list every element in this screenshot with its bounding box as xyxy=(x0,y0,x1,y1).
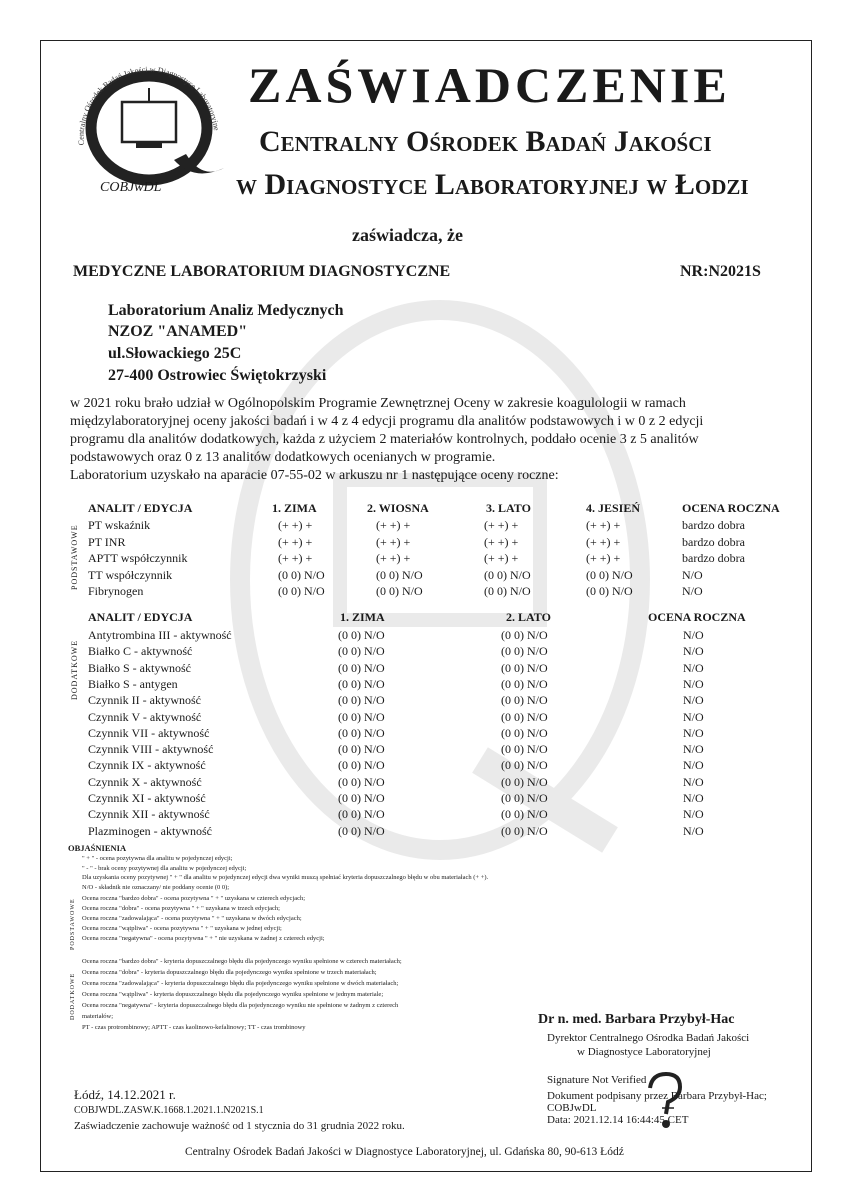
logo-text: COBJwDL xyxy=(100,180,162,195)
explanation-line: N/O - składnik nie oznaczany/ nie poddany ocenie (0 0); xyxy=(82,883,230,891)
explanation-line: Ocena roczna "negatywna" - ocena pozytywna " + " nie uzyskana w żadnej z czterech edycji; xyxy=(82,935,325,942)
table-cell: (0 0) N/O xyxy=(338,660,385,675)
explanations-title: OBJAŚNIENIA xyxy=(68,843,127,853)
analyte-name: Białko C - aktywność xyxy=(88,644,193,659)
explanation-line: Ocena roczna "dobra" - kryteria dopuszczalnego błędu dla pojedynczego wyniku spełnione w trzech materiałach; xyxy=(82,969,377,976)
explanations-extra-label: DODATKOWE xyxy=(70,972,76,1020)
explanation-line: Ocena roczna "zadowalająca" - kryteria dopuszczalnego błędu dla pojedynczego wyniku spełnione w dwóch materiałach; xyxy=(82,980,399,987)
table-cell: (0 0) N/O xyxy=(501,758,548,773)
signature-line: Dokument podpisany przez Barbara Przybył-Hac; xyxy=(547,1090,767,1102)
basic-side-label: PODSTAWOWE xyxy=(70,524,79,590)
extra-side-label: DODATKOWE xyxy=(70,639,79,700)
analyte-name: PT INR xyxy=(88,534,126,549)
table-cell: (0 0) N/O xyxy=(376,567,423,582)
org-name-line1: Centralny Ośrodek Badań Jakości xyxy=(259,125,712,158)
table-cell: N/O xyxy=(683,791,704,805)
table-cell: (0 0) N/O xyxy=(338,774,385,789)
validity-note: Zaświadczenie zachowuje ważność od 1 stycznia do 31 grudnia 2022 roku. xyxy=(74,1120,405,1132)
analyte-name: Czynnik XII - aktywność xyxy=(88,807,210,822)
table-header: 2. LATO xyxy=(506,610,551,624)
table-cell: (0 0) N/O xyxy=(338,725,385,740)
abbreviations: PT - czas protrombinowy; APTT - czas kaolinowo-kefalinowy; TT - czas trombinowy xyxy=(82,1024,306,1031)
certifies-text: zaświadcza, że xyxy=(352,225,463,245)
table-cell: (+ +) + xyxy=(376,534,411,549)
address-line: ul.Słowackiego 25C xyxy=(108,345,242,362)
table-cell: (+ +) + xyxy=(376,551,411,565)
table-cell: N/O xyxy=(683,823,704,838)
cobj-logo xyxy=(54,50,239,200)
table-cell: N/O xyxy=(683,758,704,773)
signature-status: Signature Not Verified xyxy=(547,1074,647,1086)
certificate-number: NR:N2021S xyxy=(680,263,761,280)
table-cell: (0 0) N/O xyxy=(501,774,548,789)
table-cell: (+ +) + xyxy=(278,518,313,532)
paragraph-line: podstawowych oraz 0 z 13 analitów dodatkowych ocenianych w programie. xyxy=(70,450,496,465)
explanation-line: materiałów; xyxy=(82,1013,114,1020)
explanation-line: Ocena roczna "wątpliwa" - ocena pozytywna " + " uzyskana w jednej edycji; xyxy=(82,925,282,932)
table-header: OCENA ROCZNA xyxy=(682,501,780,515)
participation-paragraph xyxy=(70,395,780,485)
table-header: 3. LATO xyxy=(486,501,531,515)
table-cell: (0 0) N/O xyxy=(338,676,385,691)
lab-type: MEDYCZNE LABORATORIUM DIAGNOSTYCZNE xyxy=(73,263,451,280)
table-cell: bardzo dobra xyxy=(682,534,745,549)
table-cell: (0 0) N/O xyxy=(501,628,548,642)
analyte-name: Antytrombina III - aktywność xyxy=(88,628,232,642)
table-cell: N/O xyxy=(683,774,704,789)
table-cell: (0 0) N/O xyxy=(501,725,548,740)
place-date: Łódź, 14.12.2021 r. xyxy=(74,1087,176,1102)
table-cell: (0 0) N/O xyxy=(586,567,633,582)
explanation-line: Ocena roczna "bardzo dobra" - kryteria dopuszczalnego błędu dla pojedynczego wyniku spełnione w czterech materiałach; xyxy=(82,958,402,965)
table-cell: (+ +) + xyxy=(586,534,621,549)
explanation-line: " + " - ocena pozytywna dla analitu w pojedynczej edycji; xyxy=(82,855,233,862)
table-header: 1. ZIMA xyxy=(272,501,317,515)
table-cell: (0 0) N/O xyxy=(278,584,325,598)
analyte-name: Plazminogen - aktywność xyxy=(88,823,212,838)
document-title: ZAŚWIADCZENIE xyxy=(248,57,731,113)
address-line: 27-400 Ostrowiec Świętokrzyski xyxy=(108,367,327,384)
table-cell: (0 0) N/O xyxy=(338,628,385,642)
explanation-line: Ocena roczna "dobra" - ocena pozytywna " + " uzyskana w trzech edycjach; xyxy=(82,905,280,912)
table-cell: (+ +) + xyxy=(278,534,313,549)
analyte-name: Białko S - aktywność xyxy=(88,660,191,675)
table-cell: (0 0) N/O xyxy=(501,807,548,822)
paragraph-line: Laboratorium uzyskało na aparacie 07-55-02 w arkuszu nr 1 następujące oceny roczne: xyxy=(70,468,559,483)
explanation-line: " - " - brak oceny pozytywnej dla analitu w pojedynczej edycji; xyxy=(82,864,247,872)
table-cell: N/O xyxy=(682,584,703,598)
table-cell: N/O xyxy=(683,742,704,757)
signatory-role: w Diagnostyce Laboratoryjnej xyxy=(577,1046,711,1058)
paragraph-line: w 2021 roku brało udział w Ogólnopolskim Programie Zewnętrznej Oceny w zakresie koagulologii w ramach xyxy=(70,396,686,411)
signature-line: COBJwDL xyxy=(547,1102,597,1114)
table-cell: (0 0) N/O xyxy=(338,709,385,724)
table-cell: (+ +) + xyxy=(484,518,519,532)
explanations-basic-label: PODSTAWOWE xyxy=(70,898,76,950)
table-cell: (0 0) N/O xyxy=(501,644,548,659)
table-header: 4. JESIEŃ xyxy=(586,501,641,515)
table-cell: (0 0) N/O xyxy=(338,693,385,708)
signatory-role: Dyrektor Centralnego Ośrodka Badań Jakości xyxy=(547,1032,750,1044)
analyte-name: Fibrynogen xyxy=(88,584,144,598)
table-cell: (0 0) N/O xyxy=(376,584,423,598)
table-cell: (0 0) N/O xyxy=(501,791,548,805)
org-name-line2: w Diagnostyce Laboratoryjnej w Łodzi xyxy=(236,168,749,201)
table-cell: (0 0) N/O xyxy=(484,567,531,582)
analyte-name: Czynnik VIII - aktywność xyxy=(88,742,214,757)
table-cell: (0 0) N/O xyxy=(501,693,548,708)
analyte-name: PT wskaźnik xyxy=(88,518,151,532)
table-header: 2. WIOSNA xyxy=(367,501,429,515)
table-header: ANALIT / EDYCJA xyxy=(88,610,193,624)
footer-address: Centralny Ośrodek Badań Jakości w Diagnostyce Laboratoryjnej, ul. Gdańska 80, 90-613 Łódź xyxy=(185,1146,624,1158)
signature-date: Data: 2021.12.14 16:44:45 CET xyxy=(547,1114,689,1126)
analyte-name: Czynnik X - aktywność xyxy=(88,774,202,789)
table-cell: bardzo dobra xyxy=(682,551,745,565)
table-cell: (0 0) N/O xyxy=(484,584,531,598)
address-line: NZOZ "ANAMED" xyxy=(108,323,248,340)
table-cell: N/O xyxy=(682,567,703,582)
table-cell: (0 0) N/O xyxy=(338,823,385,838)
table-cell: N/O xyxy=(683,628,704,642)
signatory-name: Dr n. med. Barbara Przybył-Hac xyxy=(538,1012,735,1027)
table-cell: N/O xyxy=(683,644,704,659)
table-cell: (0 0) N/O xyxy=(501,709,548,724)
table-cell: (0 0) N/O xyxy=(338,807,385,822)
analyte-name: TT współczynnik xyxy=(88,567,173,582)
table-header: 1. ZIMA xyxy=(340,610,385,624)
table-cell: (0 0) N/O xyxy=(501,660,548,675)
analyte-name: APTT współczynnik xyxy=(88,551,188,565)
table-cell: N/O xyxy=(683,807,704,822)
analyte-name: Czynnik XI - aktywność xyxy=(88,791,206,805)
table-cell: (0 0) N/O xyxy=(278,567,325,582)
table-cell: N/O xyxy=(683,693,704,708)
address-line: Laboratorium Analiz Medycznych xyxy=(108,302,344,319)
table-cell: (+ +) + xyxy=(278,551,313,565)
paragraph-line: międzylaboratoryjnej oceny jakości badań i w 4 z 4 edycji programu dla analitów podstawowych i w 0 z 2 edycji xyxy=(70,414,704,429)
table-cell: (0 0) N/O xyxy=(501,676,548,691)
table-cell: (0 0) N/O xyxy=(501,742,548,757)
table-cell: bardzo dobra xyxy=(682,518,745,532)
table-cell: N/O xyxy=(683,676,704,691)
analyte-name: Czynnik VII - aktywność xyxy=(88,725,210,740)
table-cell: (+ +) + xyxy=(484,551,519,565)
document-id: COBJWDL.ZASW.K.1668.1.2021.1.N2021S.1 xyxy=(74,1105,264,1116)
analyte-name: Czynnik IX - aktywność xyxy=(88,758,206,773)
logo-ring-text: Centralny Ośrodek Badań Jakości w Diagnostyce Laboratoryjne xyxy=(76,65,222,146)
table-cell: N/O xyxy=(683,725,704,740)
table-cell: (+ +) + xyxy=(586,518,621,532)
table-cell: (0 0) N/O xyxy=(338,742,385,757)
analyte-name: Czynnik II - aktywność xyxy=(88,693,201,708)
table-cell: (+ +) + xyxy=(376,518,411,532)
explanation-line: Ocena roczna "negatywna" - kryteria dopuszczalnego błędu dla pojedynczego wyniku nie spełnione w żadnym z czterech xyxy=(82,1002,399,1009)
analyte-name: Czynnik V - aktywność xyxy=(88,709,202,724)
explanation-line: Ocena roczna "bardzo dobra" - ocena pozytywna " + " uzyskana w czterech edycjach; xyxy=(82,895,306,902)
explanation-line: Dla uzyskania oceny pozytywnej " + " dla analitu w pojedynczej edycji dwa wyniki muszą spełniać kryteria dopuszczalnego błędu w obu materiałach (+ +). xyxy=(82,874,489,881)
paragraph-line: programu dla analitów dodatkowych, każda z użyciem 2 materiałów kontrolnych, poddało ocenie 3 z 5 analitów xyxy=(70,432,699,447)
table-header: OCENA ROCZNA xyxy=(648,610,746,624)
table-cell: (0 0) N/O xyxy=(338,758,385,773)
table-cell: (+ +) + xyxy=(586,551,621,565)
table-cell: (0 0) N/O xyxy=(586,584,633,598)
table-cell: (0 0) N/O xyxy=(338,791,385,805)
table-cell: (+ +) + xyxy=(484,534,519,549)
analyte-name: Białko S - antygen xyxy=(88,676,178,691)
table-cell: (0 0) N/O xyxy=(501,823,548,838)
table-cell: (0 0) N/O xyxy=(338,644,385,659)
table-cell: N/O xyxy=(683,709,704,724)
table-header: ANALIT / EDYCJA xyxy=(88,501,193,515)
explanation-line: Ocena roczna "wątpliwa" - kryteria dopuszczalnego błędu dla pojedynczego wyniku spełnione w jednym materiale; xyxy=(82,991,384,998)
explanation-line: Ocena roczna "zadowalająca" - ocena pozytywna " + " uzyskana w dwóch edycjach; xyxy=(82,915,302,922)
table-cell: N/O xyxy=(683,660,704,675)
